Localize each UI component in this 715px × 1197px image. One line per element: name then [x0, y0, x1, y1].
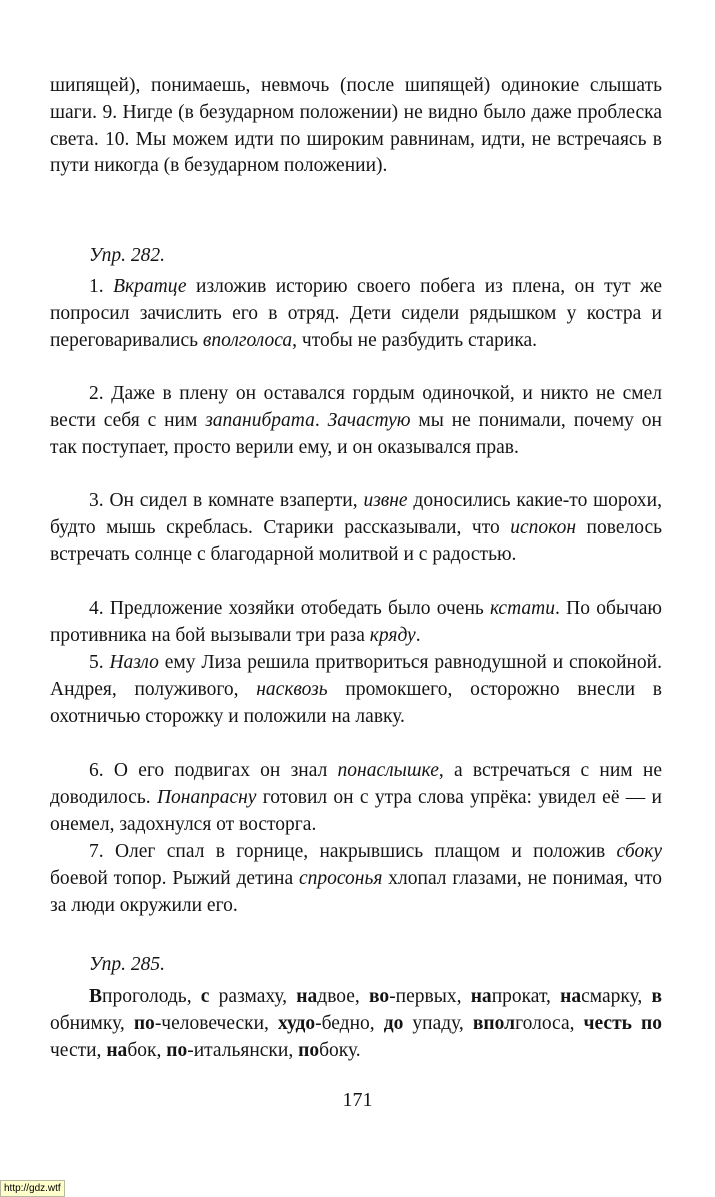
italic-word: спросонья: [298, 867, 383, 889]
text-run: 2. Даже в плену он оставался гордым одиночкой, и никто не смел вести себя с ним: [50, 383, 662, 431]
italic-word: запанибрата: [205, 409, 315, 431]
text-run: -первых,: [389, 986, 471, 1007]
exercise-282-item-7: [50, 839, 662, 919]
text-run: .: [415, 624, 421, 646]
exercise-282-item-6: [50, 758, 662, 838]
italic-word: кряду: [369, 624, 416, 646]
text-run: 3. Он сидел в комнате взаперти,: [89, 490, 364, 511]
exercise-282-item-4: [50, 596, 662, 650]
text-run: мы не понимали, почему он так поступает, просто верили ему, и он оказывался прав.: [50, 409, 662, 458]
text-run: упаду,: [403, 1012, 473, 1034]
italic-word: Зачастую: [327, 409, 411, 431]
text-run: размаху,: [209, 986, 297, 1007]
bold-part: по: [166, 1039, 188, 1061]
text-run: . По обычаю противника на бой вызывали три раза: [50, 598, 662, 646]
italic-word: сбоку: [616, 841, 662, 862]
text-run: повелось встречать солнце с благодарной молитвой и с радостью.: [50, 516, 662, 565]
text-run: 5.: [89, 652, 110, 673]
text-run: -человечески,: [154, 1012, 278, 1034]
text-run: доносились какие-то шорохи, будто мышь скреблась. Старики рассказывали, что: [50, 490, 662, 538]
text-run: промокшего, осторожно внесли в охотничью сторожку и положили на лавку.: [50, 678, 662, 727]
exercise-282-item-1: [50, 274, 662, 354]
top-paragraph: шипящей), понимаешь, невмочь (после шипящей) одинокие слышать шаги. 9. Нигде (в безударном положении) не видно было даже проблеска света. 10. Мы можем идти по широким равнинам, идти, не встречаясь в пути никогда (в безударном положении).: [50, 75, 662, 177]
text-run: .: [314, 409, 328, 431]
text-run: 4. Предложение хозяйки отобедать было очень: [89, 598, 491, 619]
text-run: 6. О его подвигах он знал: [89, 760, 338, 781]
bold-part: на: [106, 1039, 128, 1061]
page-number: 171: [342, 1089, 373, 1111]
italic-word: вполголоса: [202, 329, 293, 351]
text-run: голоса,: [515, 1012, 584, 1034]
text-run: боку.: [319, 1039, 361, 1061]
bold-part: на: [470, 986, 492, 1007]
italic-word: извне: [363, 490, 408, 511]
text-run: обнимку,: [50, 1012, 134, 1034]
text-run: бок,: [127, 1039, 167, 1061]
text-run: боевой топор. Рыжий детина: [50, 867, 299, 889]
bold-part: на: [296, 986, 318, 1007]
text-run: изложив историю своего побега из плена, он тут же попросил зачислить его в отряд. Дети сидели рядышком у костра и переговаривались: [50, 276, 663, 351]
italic-word: испокон: [510, 516, 576, 538]
text-run: смарку,: [581, 986, 652, 1007]
exercise-282-item-2: [50, 381, 662, 461]
bold-part: во: [369, 986, 390, 1007]
italic-word: насквозь: [256, 678, 328, 700]
text-run: , чтобы не разбудить старика.: [292, 329, 538, 351]
exercise-285-word-list: [50, 984, 662, 1064]
bold-part: по: [298, 1039, 320, 1061]
text-run: готовил он с утра слова упрёка: увидел её — и онемел, задохнулся от восторга.: [50, 786, 662, 835]
bold-part: В: [89, 986, 103, 1007]
italic-word: понаслышке: [337, 760, 439, 781]
bold-part: на: [560, 986, 582, 1007]
text-run: прокат,: [491, 986, 561, 1007]
exercise-285-heading: Упр. 285.: [89, 954, 165, 975]
text-run: проголодь,: [102, 986, 201, 1007]
bold-part: до: [383, 1012, 404, 1034]
text-run: -бедно,: [315, 1012, 384, 1034]
exercise-282-item-5: [50, 650, 662, 730]
text-run: хлопал глазами, не понимая, что за люди окружили его.: [50, 867, 662, 916]
bold-part: честь по: [583, 1012, 663, 1034]
exercise-282-item-3: [50, 488, 662, 568]
italic-word: Назло: [109, 652, 159, 673]
text-run: чести,: [50, 1039, 107, 1061]
text-run: 1.: [89, 276, 114, 297]
text-run: 7. Олег спал в горнице, накрывшись плащом и положив: [89, 841, 617, 862]
bold-part: в: [651, 986, 663, 1007]
bold-part: впол: [472, 1012, 516, 1034]
bold-part: с: [200, 986, 210, 1007]
exercise-282-heading: Упр. 282.: [89, 245, 165, 266]
text-run: , а встречаться с ним не доводилось.: [50, 760, 662, 808]
italic-word: кстати: [490, 598, 555, 619]
text-run: -итальянски,: [187, 1039, 299, 1061]
italic-word: Понапрасну: [156, 786, 257, 808]
italic-word: Вкратце: [113, 276, 187, 297]
bold-part: худо: [277, 1012, 316, 1034]
bold-part: по: [133, 1012, 155, 1034]
watermark-link[interactable]: http://gdz.wtf: [0, 1180, 65, 1197]
text-run: двое,: [317, 986, 370, 1007]
text-run: ему Лиза решила притвориться равнодушной и спокойной. Андрея, полуживого,: [50, 652, 662, 700]
